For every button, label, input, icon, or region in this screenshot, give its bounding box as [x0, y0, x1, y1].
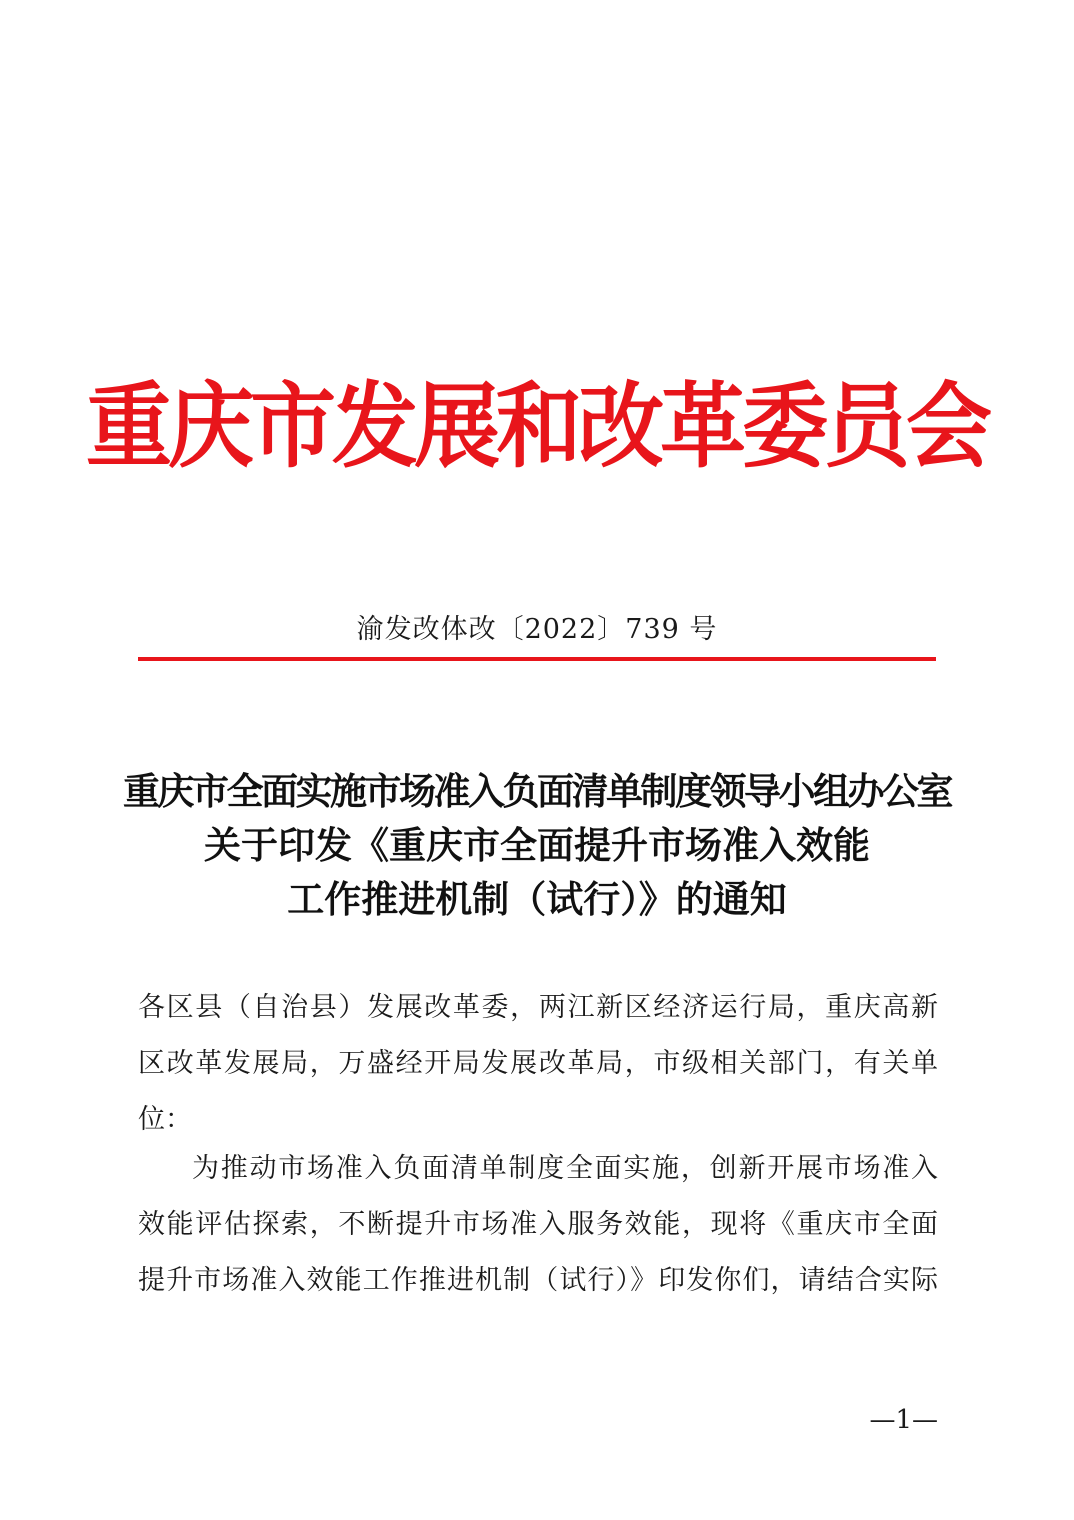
body-line-1: 为推动市场准入负面清单制度全面实施，创新开展市场准入	[192, 1153, 938, 1184]
page-number: —1—	[869, 1405, 938, 1435]
title-line-2: 关于印发《重庆市全面提升市场准入效能	[204, 823, 870, 867]
document-number: 渝发改体改〔2022〕739 号	[356, 614, 718, 645]
issuing-organization-header: 重庆市发展和改革委员会	[86, 373, 988, 481]
addressee-line-3: 位：	[138, 1104, 192, 1135]
addressee-line-1: 各区县（自治县）发展改革委，两江新区经济运行局，重庆高新	[138, 992, 938, 1023]
title-line-1: 重庆市全面实施市场准入负面清单制度领导小组办公室	[123, 769, 951, 813]
body-line-2: 效能评估探索，不断提升市场准入服务效能，现将《重庆市全面	[138, 1209, 938, 1240]
body-paragraph	[138, 1141, 938, 1309]
title-line-3: 工作推进机制（试行）》的通知	[287, 877, 787, 921]
addressee-block	[138, 980, 938, 1148]
body-line-3: 提升市场准入效能工作推进机制（试行）》印发你们，请结合实际	[138, 1265, 938, 1296]
notice-title	[0, 764, 1074, 926]
red-separator-line	[138, 657, 936, 661]
addressee-line-2: 区改革发展局，万盛经开局发展改革局，市级相关部门，有关单	[138, 1048, 938, 1079]
